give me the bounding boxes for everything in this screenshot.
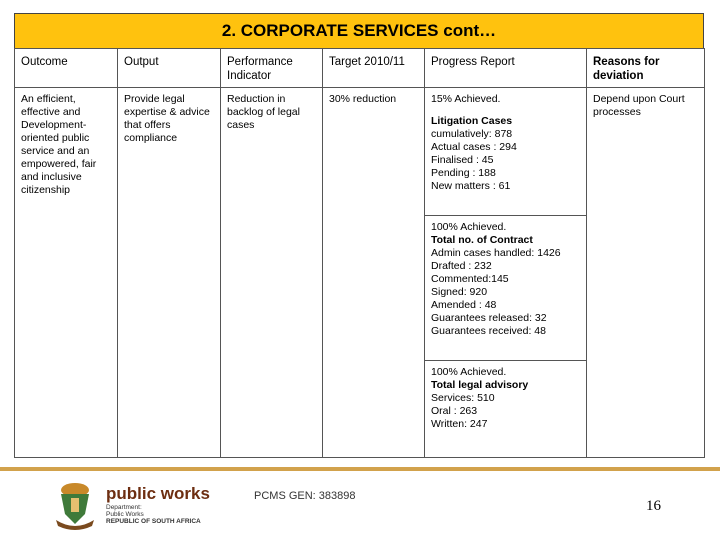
cell-outcome	[15, 88, 118, 458]
header-output: Output	[118, 49, 221, 88]
indicator-text: Reduction in backlog of legal cases	[227, 93, 300, 131]
list-item: Guarantees released: 32	[431, 312, 547, 324]
cell-progress-litigation	[425, 88, 587, 216]
department-lines	[106, 504, 201, 525]
litigation-heading: Litigation Cases	[431, 115, 513, 127]
header-indicator: Performance Indicator	[221, 49, 323, 88]
list-item: Signed: 920	[431, 286, 488, 298]
cell-indicator	[221, 88, 323, 458]
brand-name: public works	[106, 484, 210, 503]
performance-table	[14, 48, 705, 458]
footer-divider	[0, 467, 720, 471]
list-item: Drafted : 232	[431, 260, 492, 272]
list-item: Guarantees received: 48	[431, 325, 546, 337]
list-item: Oral : 263	[431, 405, 478, 417]
slide-title: 2. CORPORATE SERVICES cont…	[14, 13, 704, 49]
list-item: Admin cases handled: 1426	[431, 247, 561, 259]
contract-achieved: 100% Achieved.	[431, 221, 507, 233]
cell-progress-contract	[425, 216, 587, 361]
coat-of-arms-icon	[52, 480, 98, 530]
advisory-heading: Total legal advisory	[431, 379, 529, 391]
contract-heading: Total no. of Contract	[431, 234, 533, 246]
advisory-achieved: 100% Achieved.	[431, 366, 507, 378]
list-item: Commented:145	[431, 273, 509, 285]
cell-output	[118, 88, 221, 458]
list-item: Actual cases : 294	[431, 141, 517, 153]
cell-reasons	[587, 88, 705, 458]
cell-progress-advisory	[425, 361, 587, 458]
cell-target	[323, 88, 425, 458]
table-header-row	[15, 49, 705, 88]
list-item: cumulatively: 878	[431, 128, 513, 140]
pcms-reference: PCMS GEN: 383898	[254, 490, 356, 502]
sub-line: Department:	[106, 504, 142, 511]
list-item: Finalised : 45	[431, 154, 494, 166]
target-text: 30% reduction	[329, 93, 397, 105]
list-item: New matters : 61	[431, 180, 511, 192]
reason-text: Depend upon Court processes	[593, 93, 685, 118]
header-progress: Progress Report	[425, 49, 587, 88]
table-row	[15, 88, 705, 216]
sub-line: Public Works	[106, 511, 144, 518]
list-item: Pending : 188	[431, 167, 496, 179]
page-number: 16	[646, 498, 661, 514]
header-outcome: Outcome	[15, 49, 118, 88]
header-reasons: Reasons for deviation	[587, 49, 705, 88]
output-text: Provide legal expertise & advice that offers compliance	[124, 93, 210, 144]
outcome-text: An efficient, effective and Development-oriented public service and an empowered, fair and inclusive citizenship	[21, 93, 97, 196]
sub-line: REPUBLIC OF SOUTH AFRICA	[106, 518, 201, 525]
litigation-achieved: 15% Achieved.	[431, 93, 501, 105]
list-item: Services: 510	[431, 392, 495, 404]
header-target: Target 2010/11	[323, 49, 425, 88]
list-item: Written: 247	[431, 418, 488, 430]
list-item: Amended : 48	[431, 299, 497, 311]
